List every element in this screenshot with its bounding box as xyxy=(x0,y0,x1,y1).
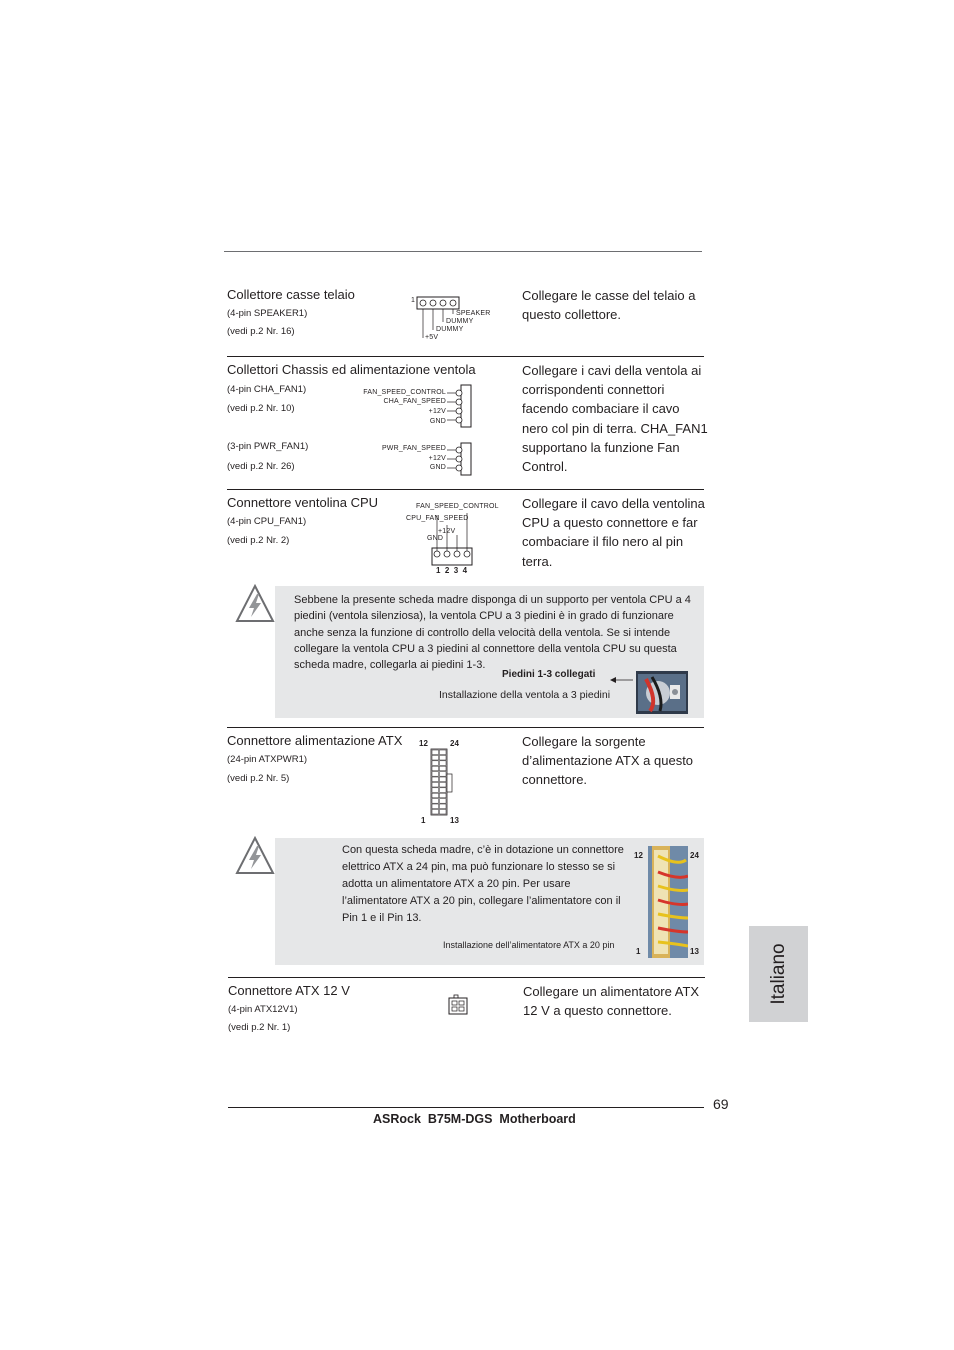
warning-icon xyxy=(235,836,275,881)
pin-label: 1 xyxy=(411,297,416,304)
section-title: Connettore ventolina CPU xyxy=(227,495,379,510)
note-text: Sebbene la presente scheda madre disponga di un supporto per ventola CPU a 4 piedini (ventola silenziosa), la ventola CPU a 3 piedini è in grado di funzionare anche senza la funzione di controllo della velocità della ventola. Se si intende collegare la ventola CPU a 3 piedini al connettore della ventola CPU su questa scheda madre, collegarla ai piedini 1-3. xyxy=(294,594,691,672)
section-sub: (3-pin PWR_FAN1) xyxy=(227,441,309,452)
pin-label: 24 xyxy=(690,851,699,860)
pin-label: 13 xyxy=(690,947,699,956)
pin-label: CPU_FAN_SPEED xyxy=(406,515,469,522)
section-rule xyxy=(228,977,705,978)
section-sub: (vedi p.2 Nr. 26) xyxy=(227,461,295,472)
section-title: Connettore ATX 12 V xyxy=(228,983,350,998)
language-tab xyxy=(749,926,808,1022)
section-sub: (vedi p.2 Nr. 16) xyxy=(227,326,295,337)
section-sub: (4-pin SPEAKER1) xyxy=(227,308,308,319)
pin-label: FAN_SPEED_CONTROL xyxy=(416,503,499,510)
pin-label: 1 xyxy=(421,816,426,825)
note-label: Piedini 1-3 collegati xyxy=(502,669,596,680)
section-sub: (4-pin CHA_FAN1) xyxy=(227,384,307,395)
pin-label: CHA_FAN_SPEED xyxy=(383,398,446,405)
top-rule xyxy=(224,251,702,252)
fan-install-photo xyxy=(636,671,688,714)
pin-label: GND xyxy=(429,418,446,425)
pin-label: 12 xyxy=(419,739,428,748)
pin-label: +12V xyxy=(428,455,446,462)
section-sub: (vedi p.2 Nr. 10) xyxy=(227,403,295,414)
section-sub: (24-pin ATXPWR1) xyxy=(227,754,308,765)
pwr-fan-header-diagram xyxy=(445,441,475,477)
atx-install-photo xyxy=(648,846,688,958)
pin-label: PWR_FAN_SPEED xyxy=(381,445,446,452)
section-title: Collettori Chassis ed alimentazione ventola xyxy=(227,362,476,377)
pin-label: DUMMY xyxy=(446,318,474,325)
pin-label: SPEAKER xyxy=(456,310,491,317)
pin-label: FAN_SPEED_CONTROL xyxy=(363,389,446,396)
section-sub: (4-pin CPU_FAN1) xyxy=(227,516,307,527)
footer-product: ASRock B75M-DGS Motherboard xyxy=(373,1112,576,1126)
section-desc: Collegare i cavi della ventola ai corrispondenti connettori facendo combaciare il cavo nero col pin di terra. CHA_FAN1 supportano la funzione Fan Control. xyxy=(522,363,708,475)
section-desc: Collegare la sorgente d’alimentazione ATX a questo connettore. xyxy=(522,734,694,788)
section-sub: (vedi p.2 Nr. 5) xyxy=(227,773,290,784)
pin-label: 13 xyxy=(450,816,459,825)
pin-label: 1 xyxy=(636,947,641,956)
section-title: Collettore casse telaio xyxy=(227,287,355,302)
section-title: Connettore alimentazione ATX xyxy=(227,733,403,748)
note-caption: Installazione dell’alimentatore ATX a 20 pin xyxy=(443,940,615,950)
cha-fan-header-diagram xyxy=(445,383,475,431)
atx12v-diagram xyxy=(448,994,470,1016)
section-desc: Collegare il cavo della ventolina CPU a questo connettore e far combaciare il filo nero al pin terra. xyxy=(522,496,705,569)
note-text: Con questa scheda madre, c’è in dotazione un connettore elettrico ATX a 24 pin, ma può funzionare lo stesso se si adotta un alimentatore ATX a 20 pin. Per usare l’alimentatore ATX a 20 pin, collegare l’alimentatore con il Pin 1 e il Pin 13. xyxy=(342,844,624,924)
section-rule xyxy=(227,489,704,490)
pin-label: 24 xyxy=(450,739,459,748)
pin-label: GND xyxy=(429,464,446,471)
pin-label: +12V xyxy=(438,528,456,535)
warning-icon xyxy=(235,584,275,629)
pin-label: +12V xyxy=(428,408,446,415)
arrow-icon xyxy=(610,671,634,689)
section-sub: (4-pin ATX12V1) xyxy=(228,1004,298,1015)
pin-label: +5V xyxy=(425,334,439,341)
section-rule xyxy=(227,727,704,728)
pin-label: GND xyxy=(427,535,444,542)
page-number: 69 xyxy=(713,1096,729,1112)
section-desc: Collegare un alimentatore ATX 12 V a questo connettore. xyxy=(523,984,700,1019)
atx-24pin-diagram xyxy=(430,748,454,816)
section-sub: (vedi p.2 Nr. 1) xyxy=(228,1022,291,1033)
section-desc: Collegare le casse del telaio a questo collettore. xyxy=(522,288,696,323)
pin-label: 12 xyxy=(634,851,643,860)
language-tab-label: Italiano xyxy=(767,943,789,1005)
section-sub: (vedi p.2 Nr. 2) xyxy=(227,535,290,546)
note-caption: Installazione della ventola a 3 piedini xyxy=(439,689,611,701)
pin-label: DUMMY xyxy=(436,326,464,333)
section-rule xyxy=(227,356,704,357)
pin-numbers: 1 2 3 4 xyxy=(436,566,468,575)
footer-rule xyxy=(228,1107,704,1108)
